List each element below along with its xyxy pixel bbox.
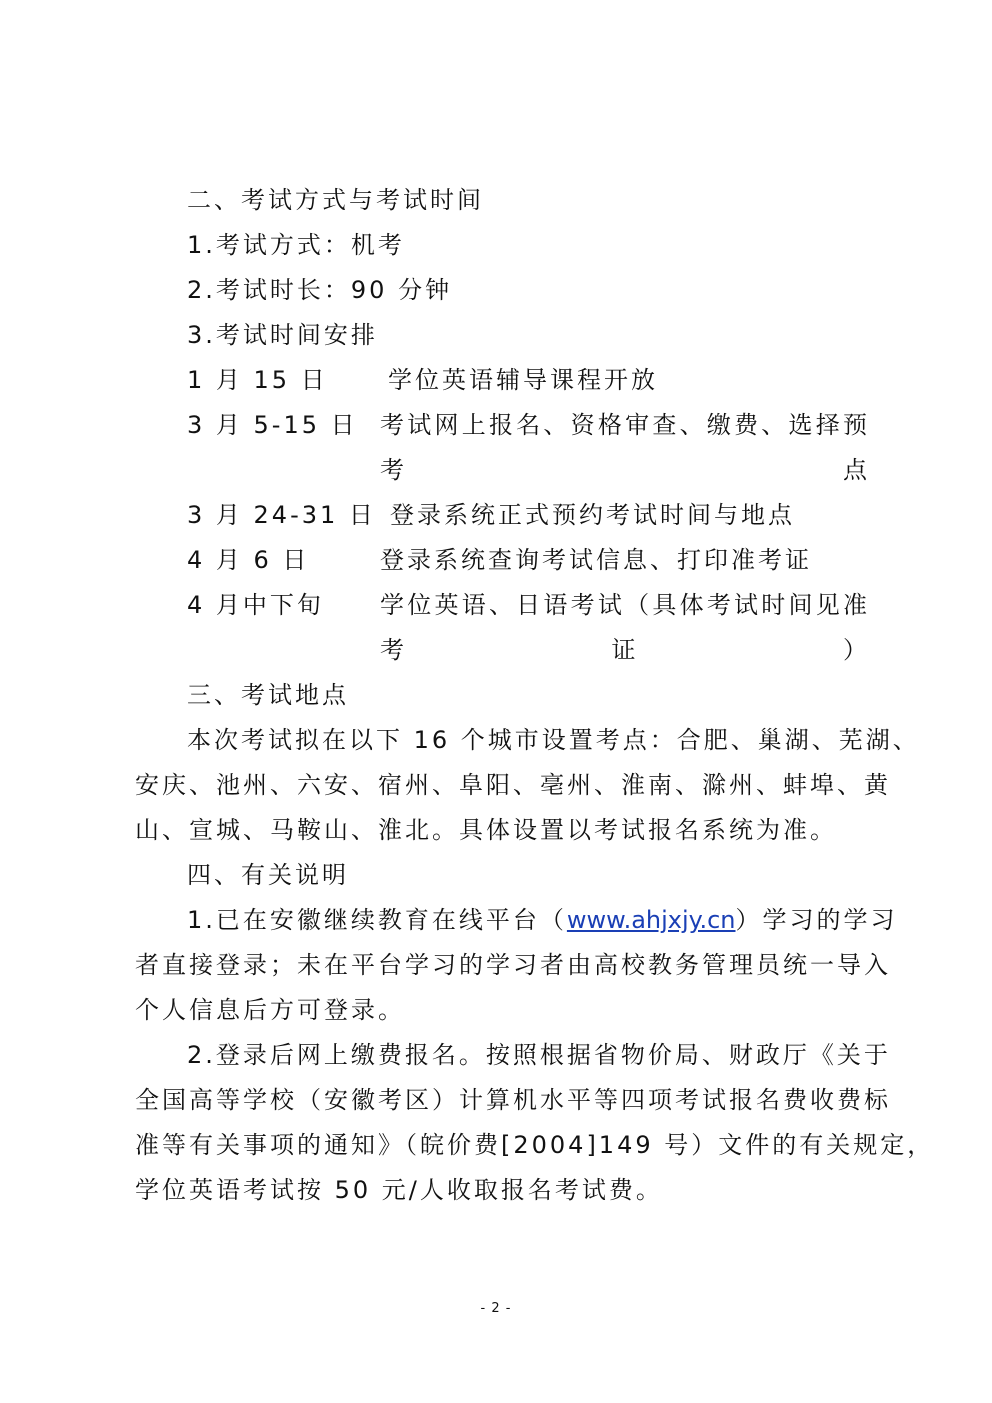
schedule-event: 学位英语、日语考试（具体考试时间见准考证） <box>380 591 870 664</box>
paragraph-line: 准等有关事项的通知》（皖价费[2004]149 号）文件的有关规定， <box>135 1131 935 1159</box>
schedule-date: 4 月 6 日 <box>187 546 310 574</box>
schedule-date: 1 月 15 日 <box>187 366 328 394</box>
exam-mode-item: 1.考试方式：机考 <box>187 231 405 259</box>
paragraph-line: 安庆、池州、六安、宿州、阜阳、亳州、淮南、滁州、蚌埠、黄 <box>135 771 891 799</box>
schedule-event: 登录系统查询考试信息、打印准考证 <box>380 546 812 574</box>
paragraph-text: ）学习的学习 <box>735 906 898 934</box>
paragraph-line <box>187 898 898 943</box>
section-heading-exam-location: 三、考试地点 <box>187 681 349 709</box>
schedule-event: 考试网上报名、资格审查、缴费、选择预考点 <box>380 411 870 484</box>
section-heading-notes: 四、有关说明 <box>187 861 349 889</box>
page-number: - 2 - <box>480 1301 512 1316</box>
paragraph-line: 个人信息后方可登录。 <box>135 996 405 1024</box>
schedule-event: 学位英语辅导课程开放 <box>388 366 658 394</box>
paragraph-line: 山、宣城、马鞍山、淮北。具体设置以考试报名系统为准。 <box>135 816 837 844</box>
section-heading-exam-method: 二、考试方式与考试时间 <box>187 186 484 214</box>
paragraph-line: 本次考试拟在以下 16 个城市设置考点：合肥、巢湖、芜湖、 <box>187 726 920 754</box>
schedule-date: 3 月 24-31 日 <box>187 501 376 529</box>
platform-link[interactable]: www.ahjxjy.cn <box>566 906 736 934</box>
paragraph-line: 者直接登录；未在平台学习的学习者由高校教务管理员统一导入 <box>135 951 891 979</box>
exam-duration-item: 2.考试时长：90 分钟 <box>187 276 453 304</box>
exam-schedule-heading: 3.考试时间安排 <box>187 321 378 349</box>
schedule-date: 3 月 5-15 日 <box>187 411 358 439</box>
paragraph-text: 1.已在安徽继续教育在线平台（ <box>187 906 567 934</box>
paragraph-line: 学位英语考试按 50 元/人收取报名考试费。 <box>135 1176 663 1204</box>
paragraph-line: 2.登录后网上缴费报名。按照根据省物价局、财政厅《关于 <box>187 1041 891 1069</box>
schedule-date: 4 月中下旬 <box>187 591 324 619</box>
schedule-event: 登录系统正式预约考试时间与地点 <box>390 501 795 529</box>
paragraph-line: 全国高等学校（安徽考区）计算机水平等四项考试报名费收费标 <box>135 1086 891 1114</box>
